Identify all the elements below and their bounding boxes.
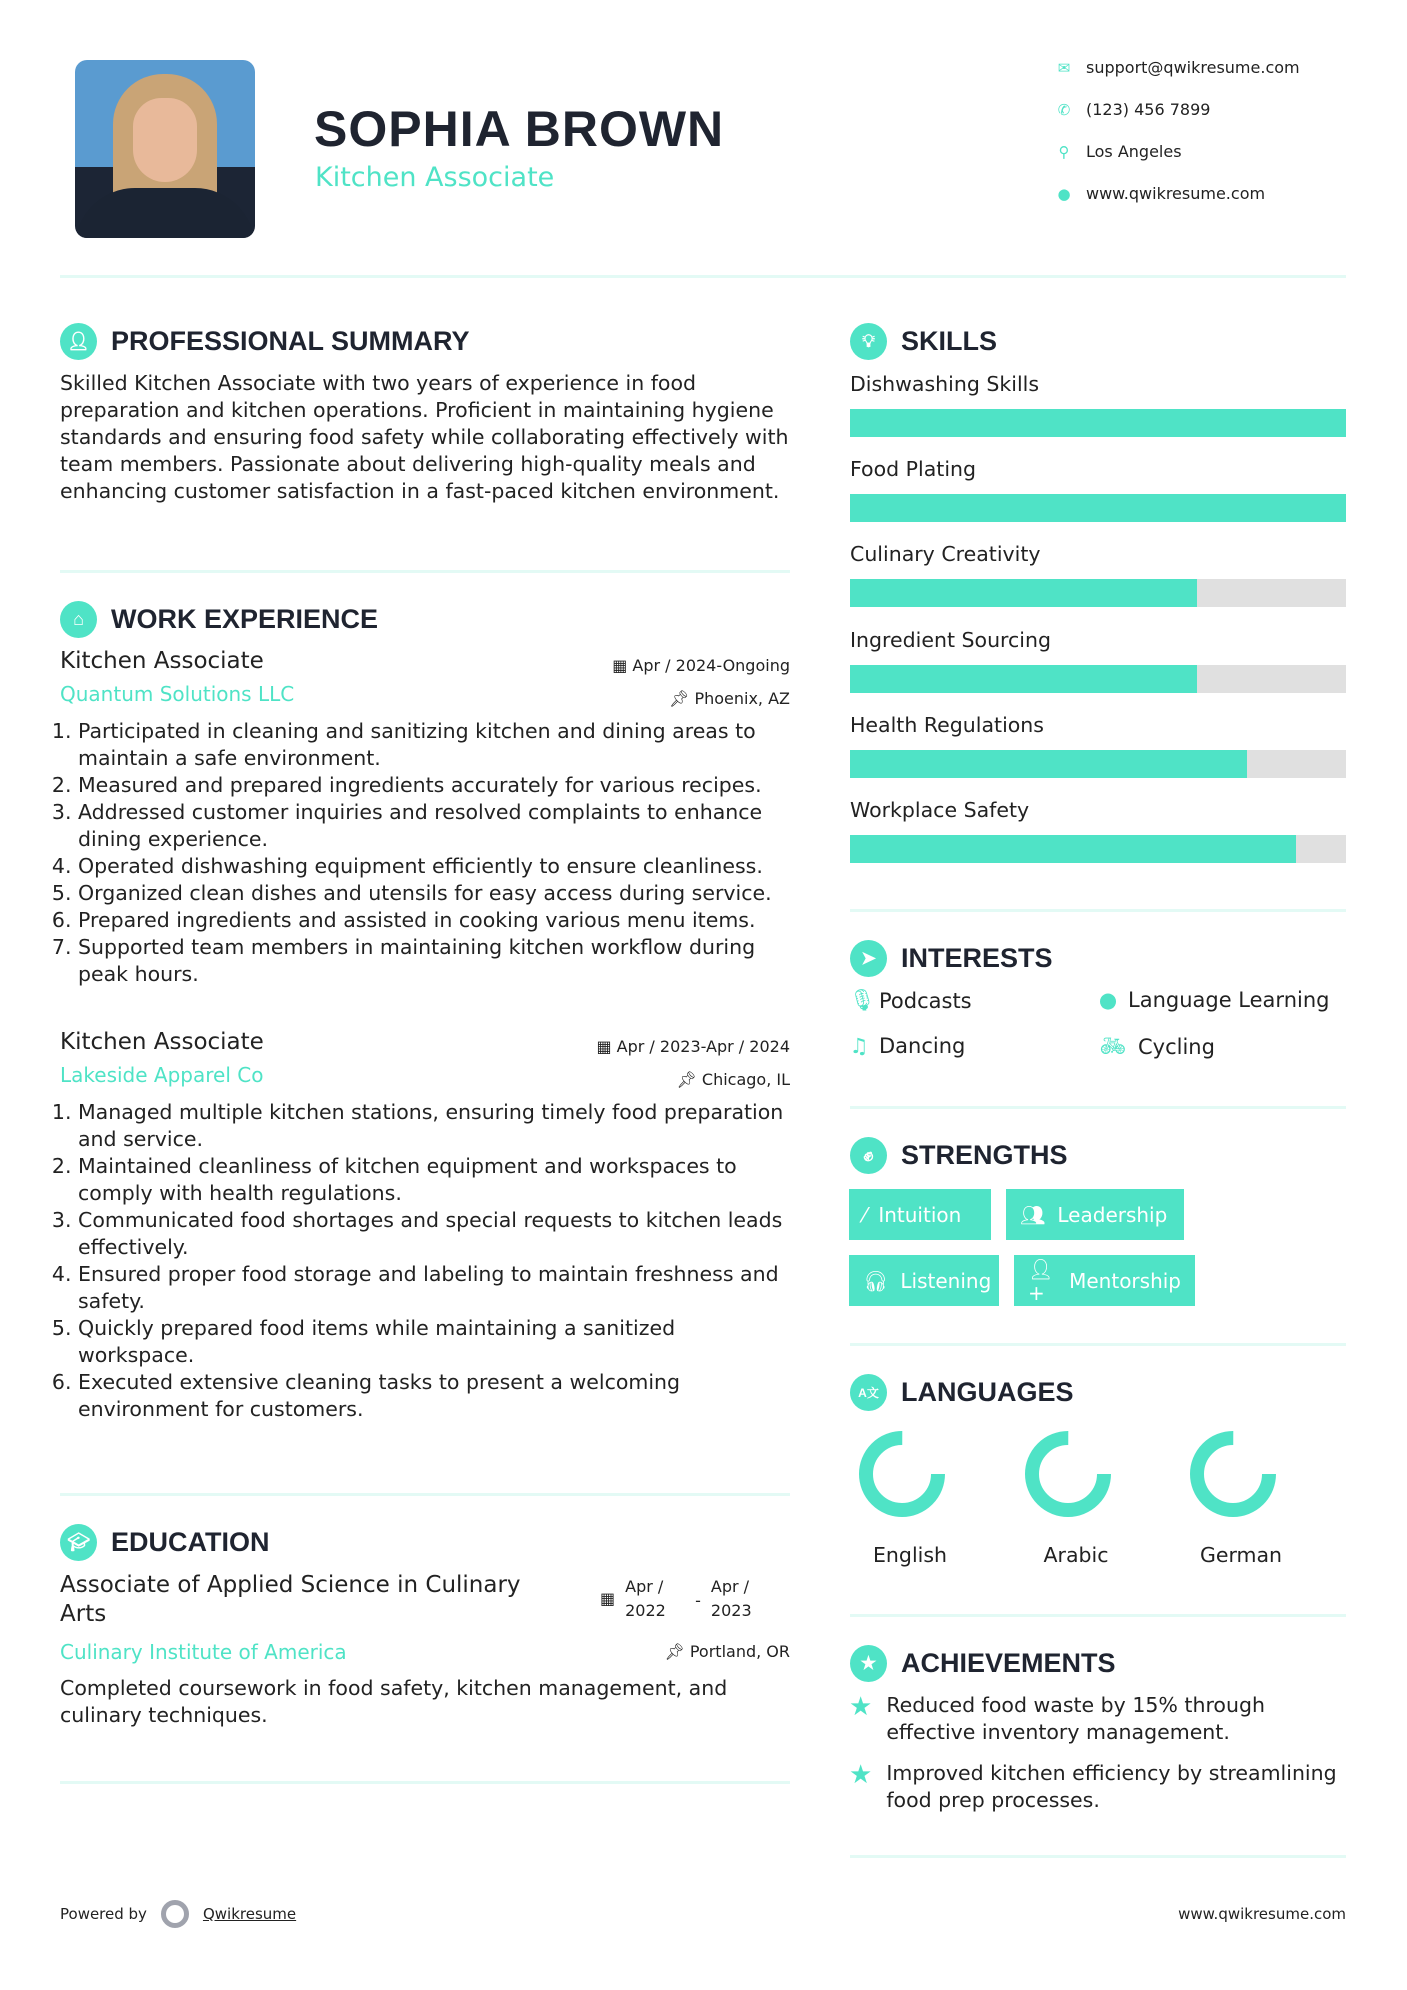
map-marker-icon: ⚲: [1058, 142, 1070, 161]
footer-powered: Powered by Qwikresume: [60, 1900, 296, 1928]
language-name: German: [1199, 1543, 1283, 1567]
divider: [60, 1781, 790, 1784]
bullet-item: 7. Supported team members in maintaining kitchen workflow during peak hours.: [78, 934, 790, 988]
skill-name: Dishwashing Skills: [850, 372, 1040, 396]
music-icon: ♫: [849, 1034, 869, 1058]
calendar-icon: ▦: [600, 1589, 616, 1608]
skills-heading: 💡︎ SKILLS: [850, 323, 997, 360]
bullet-item: 1. Managed multiple kitchen stations, ensuring timely food preparation and service.: [78, 1099, 790, 1153]
language-ring: [857, 1429, 947, 1519]
bullet-item: 3. Addressed customer inquiries and resolved complaints to enhance dining experience.: [78, 799, 790, 853]
profile-photo: [75, 60, 255, 238]
skill-bar: [850, 494, 1346, 522]
phone-icon: ✆: [1057, 100, 1071, 119]
star-badge-icon: ★: [850, 1645, 887, 1682]
skill-bar-fill: [850, 409, 1346, 437]
pin-icon: 📌︎: [664, 1642, 690, 1661]
bullet-item: 5. Organized clean dishes and utensils for easy access during service.: [78, 880, 790, 907]
job-location: 📌︎ Phoenix, AZ: [669, 689, 790, 708]
skill-bar: [850, 665, 1346, 693]
skill-name: Workplace Safety: [850, 798, 1030, 822]
school: Culinary Institute of America: [60, 1640, 347, 1664]
strength-chip: 🎧︎ Listening: [849, 1255, 999, 1306]
magic-wand-icon: ⁄: [863, 1202, 867, 1227]
interest-item: ● Language Learning: [1098, 988, 1330, 1012]
strength-chip: ⁄ Intuition: [849, 1189, 991, 1240]
candidate-name: SOPHIA BROWN: [314, 101, 725, 157]
skill-bar-fill: [850, 835, 1296, 863]
divider: [850, 1855, 1346, 1858]
job-entry: [60, 1029, 790, 1423]
skill-name: Culinary Creativity: [850, 542, 1041, 566]
education-heading: 🎓︎ EDUCATION: [60, 1524, 270, 1561]
skill-bar: [850, 750, 1346, 778]
strength-chip: 👤︎+ Mentorship: [1014, 1255, 1195, 1306]
interest-item: 🎙︎ Podcasts: [849, 988, 972, 1013]
job-location: 📌︎ Chicago, IL: [676, 1070, 790, 1089]
users-icon: 👥︎: [1020, 1202, 1046, 1227]
skill-bar-fill: [850, 665, 1197, 693]
experience-heading: ⌂ WORK EXPERIENCE: [60, 601, 378, 638]
language-ring: [1023, 1429, 1113, 1519]
chair-icon: ⌂: [60, 601, 97, 638]
language-name: Arabic: [1043, 1543, 1109, 1567]
interest-item: 🚲︎ Cycling: [1099, 1034, 1215, 1059]
skill-name: Ingredient Sourcing: [850, 628, 1052, 652]
bullet-item: 4. Operated dishwashing equipment efficiently to ensure cleanliness.: [78, 853, 790, 880]
interest-item: ♫ Dancing: [849, 1034, 966, 1058]
bullet-item: 2. Maintained cleanliness of kitchen equipment and workspaces to comply with health regulations.: [78, 1153, 790, 1207]
pin-icon: 📌︎: [676, 1070, 702, 1089]
strength-chip: 👥︎ Leadership: [1006, 1189, 1184, 1240]
achievement-item: ★ Improved kitchen efficiency by streamlining food prep processes.: [849, 1760, 1337, 1812]
star-icon: ★: [849, 1692, 873, 1722]
pin-icon: 📌︎: [669, 689, 695, 708]
star-icon: ★: [849, 1760, 873, 1790]
education-dates: ▦ Apr / 2022 - Apr / 2023: [600, 1575, 761, 1623]
user-icon: 👤︎: [60, 323, 97, 360]
languages-heading: A文 LANGUAGES: [850, 1374, 1074, 1411]
divider: [850, 1106, 1346, 1109]
bullet-item: 5. Quickly prepared food items while maintaining a sanitized workspace.: [78, 1315, 790, 1369]
envelope-icon: ✉: [1057, 58, 1071, 77]
job-date: ▦ Apr / 2024-Ongoing: [612, 656, 790, 675]
job-company: Quantum Solutions LLC: [60, 682, 295, 706]
language-name: English: [872, 1543, 948, 1567]
contact-phone: ✆ (123) 456 7899: [1057, 100, 1211, 119]
graduation-icon: 🎓︎: [60, 1524, 97, 1561]
skill-bar-fill: [850, 579, 1197, 607]
skill-bar: [850, 409, 1346, 437]
skill-name: Health Regulations: [850, 713, 1044, 737]
candidate-title: Kitchen Associate: [315, 162, 555, 193]
education-description: Completed coursework in food safety, kitchen management, and culinary techniques.: [60, 1676, 728, 1727]
skill-bar: [850, 835, 1346, 863]
paper-plane-icon: ➤: [850, 940, 887, 977]
interests-heading: ➤ INTERESTS: [850, 940, 1053, 977]
bicycle-icon: 🚲︎: [1099, 1034, 1127, 1058]
achievements-heading: ★ ACHIEVEMENTS: [850, 1645, 1116, 1682]
divider: [850, 1614, 1346, 1617]
header-divider: [60, 275, 1346, 278]
education-location: 📌︎ Portland, OR: [664, 1642, 790, 1661]
job-title: Kitchen Associate: [60, 648, 264, 674]
language-ring-arc: [866, 1438, 938, 1510]
lightbulb-icon: 💡︎: [850, 323, 887, 360]
contact-location: ⚲ Los Angeles: [1056, 142, 1182, 161]
footer-website[interactable]: www.qwikresume.com: [1178, 1905, 1346, 1923]
job-company: Lakeside Apparel Co: [60, 1063, 264, 1087]
degree: Associate of Applied Science in Culinary Arts: [60, 1572, 521, 1627]
bullet-item: 2. Measured and prepared ingredients accurately for various recipes.: [78, 772, 790, 799]
user-plus-icon: 👤︎+: [1028, 1256, 1054, 1305]
language-ring-arc: [1032, 1438, 1104, 1510]
skill-bar: [850, 579, 1346, 607]
qwikresume-link[interactable]: Qwikresume: [202, 1905, 297, 1923]
achievement-item: ★ Reduced food waste by 15% through effective inventory management.: [849, 1692, 1265, 1744]
language-ring-arc: [1197, 1438, 1269, 1510]
qwikresume-logo-icon: [161, 1900, 189, 1928]
job-title: Kitchen Associate: [60, 1029, 264, 1055]
calendar-icon: ▦: [612, 656, 633, 675]
skill-bar-fill: [850, 494, 1346, 522]
job-entry: [60, 648, 790, 988]
divider: [60, 1493, 790, 1496]
job-date: ▦ Apr / 2023-Apr / 2024: [596, 1037, 790, 1056]
microphone-icon: 🎙︎: [849, 988, 876, 1012]
language-icon: A文: [850, 1374, 887, 1411]
summary-heading: 👤︎ PROFESSIONAL SUMMARY: [60, 323, 470, 360]
language-ring: [1188, 1429, 1278, 1519]
bullet-item: 4. Ensured proper food storage and labeling to maintain freshness and safety.: [78, 1261, 790, 1315]
divider: [60, 570, 790, 573]
globe-icon: ●: [1057, 184, 1071, 203]
bullet-item: 6. Prepared ingredients and assisted in cooking various menu items.: [78, 907, 790, 934]
calendar-icon: ▦: [596, 1037, 617, 1056]
bullet-item: 1. Participated in cleaning and sanitizing kitchen and dining areas to maintain a safe environment.: [78, 718, 790, 772]
summary-text: Skilled Kitchen Associate with two years of experience in food preparation and kitchen operations. Proficient in maintaining hygiene standards and ensuring food safety while collaborating effectively with team members. Passionate about delivering high-quality meals and enhancing customer satisfaction in a fast-paced kitchen environment.: [60, 371, 789, 503]
skill-name: Food Plating: [850, 457, 977, 481]
contact-email[interactable]: ✉ support@qwikresume.com: [1057, 58, 1300, 77]
skill-bar-fill: [850, 750, 1247, 778]
bullet-item: 3. Communicated food shortages and special requests to kitchen leads effectively.: [78, 1207, 790, 1261]
divider: [850, 1343, 1346, 1346]
globe-icon: ●: [1098, 988, 1118, 1012]
fist-icon: ✊︎: [850, 1137, 887, 1174]
strengths-heading: ✊︎ STRENGTHS: [850, 1137, 1068, 1174]
contact-website[interactable]: ● www.qwikresume.com: [1057, 184, 1266, 203]
job-bullets: [60, 718, 790, 988]
divider: [850, 909, 1346, 912]
bullet-item: 6. Executed extensive cleaning tasks to present a welcoming environment for customers.: [78, 1369, 790, 1423]
job-bullets: [60, 1099, 790, 1423]
headphones-icon: 🎧︎: [863, 1268, 889, 1293]
